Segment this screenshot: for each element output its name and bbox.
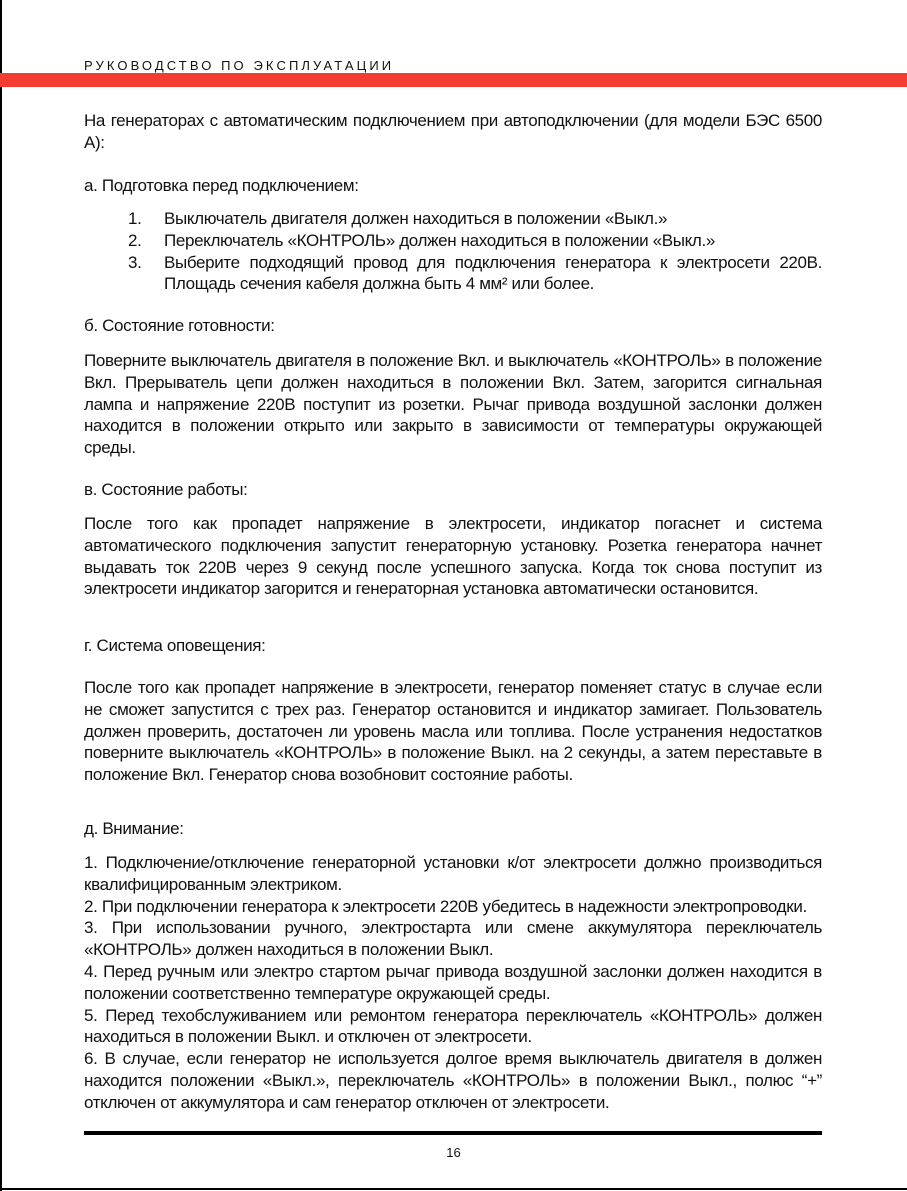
section-g-text: После того как пропадет напряжение в электросети, генератор поменяет статус в случае если не сможет запустится с трех раз. Генератор остановится и индикатор замигает. Пользователь должен проверить, достаточен ли уровень масла или топлива. После устранения недостатков поверните выключатель «КОНТРОЛЬ» в положение Выкл. на 2 секунды, а затем переставьте в положение Вкл. Генератор снова возобновит состояние работы. bbox=[84, 678, 822, 785]
section-v-heading: в. Состояние работы: bbox=[84, 480, 248, 499]
page-bottom-border bbox=[0, 1188, 907, 1190]
list-item: 5. Перед техобслуживанием или ремонтом генератора переключатель «КОНТРОЛЬ» должен находиться в положении Выкл. и отключен от электросети. bbox=[84, 1005, 822, 1047]
section-a-list bbox=[128, 208, 822, 295]
page-left-border bbox=[0, 0, 2, 1191]
list-item: 2. При подключении генератора к электросети 220В убедитесь в надежности электропроводки. bbox=[84, 896, 807, 916]
list-item: 1. Подключение/отключение генераторной установки к/от электросети должно производиться квалифицированным электриком. bbox=[84, 853, 822, 894]
list-item: 6. В случае, если генератор не используется долгое время выключатель двигателя в должен находится положении «Выкл.», переключатель «КОНТРОЛЬ» в положении Выкл., полюс “+” отключен от аккумулятора и сам генератор отключен от электросети. bbox=[84, 1049, 822, 1112]
list-text: Выключатель двигателя должен находиться в положении «Выкл.» bbox=[164, 209, 668, 228]
intro-paragraph: На генераторах с автоматическим подключением при автоподключении (для модели БЭС 6500 А): bbox=[84, 111, 822, 152]
list-item bbox=[128, 252, 822, 296]
list-number: 1. bbox=[128, 209, 142, 228]
header-accent-bar bbox=[0, 73, 907, 87]
list-item bbox=[128, 230, 822, 252]
section-b-heading: б. Состояние готовности: bbox=[84, 316, 275, 335]
section-a-heading: а. Подготовка перед подключением: bbox=[84, 176, 359, 195]
footer-rule bbox=[84, 1131, 822, 1135]
list-item: 3. При использовании ручного, электростарта или смене аккумулятора переключатель «КОНТРОЛЬ» должен находиться в положении Выкл. bbox=[84, 918, 822, 960]
section-g-heading: г. Система оповещения: bbox=[84, 636, 266, 655]
section-d-list bbox=[84, 852, 822, 1114]
section-v-text: После того как пропадет напряжение в электросети, индикатор погаснет и система автоматического подключения запустит генераторную установку. Розетка генератора начнет выдавать ток 220В через 9 секунд после успешного запуска. Когда ток снова поступит из электросети индикатор загорится и генераторная установка автоматически остановится. bbox=[84, 514, 822, 599]
list-item: 4. Перед ручным или электро стартом рычаг привода воздушной заслонки должен находится в положении соответственно температуре окружающей среды. bbox=[84, 961, 822, 1003]
list-text: Выберите подходящий провод для подключения генератора к электросети 220В. Площадь сечения кабеля должна быть 4 мм² или более. bbox=[164, 252, 822, 294]
list-number: 3. bbox=[128, 252, 142, 272]
list-number: 2. bbox=[128, 230, 142, 250]
list-item bbox=[128, 208, 822, 230]
section-d-heading: д. Внимание: bbox=[84, 819, 184, 838]
page-number: 16 bbox=[446, 1145, 461, 1160]
section-b-text: Поверните выключатель двигателя в положение Вкл. и выключатель «КОНТРОЛЬ» в положение Вкл. Прерыватель цепи должен находиться в положении Вкл. Затем, загорится сигнальная лампа и напряжение 220В поступит из розетки. Рычаг привода воздушной заслонки должен находится в положении открыто или закрыто в зависимости от температуры окружающей среды. bbox=[84, 351, 822, 458]
running-header: РУКОВОДСТВО ПО ЭКСПЛУАТАЦИИ bbox=[84, 58, 395, 73]
list-text: Переключатель «КОНТРОЛЬ» должен находиться в положении «Выкл.» bbox=[164, 230, 715, 250]
